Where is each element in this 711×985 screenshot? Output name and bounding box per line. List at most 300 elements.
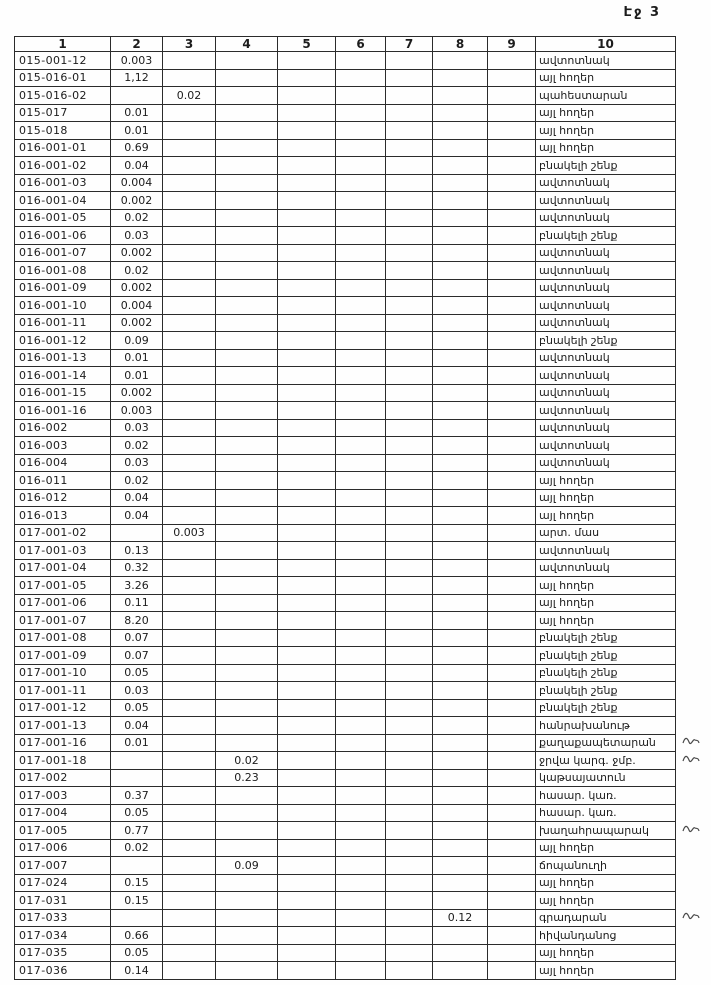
cell-value [433,437,488,455]
cell-land-use: ավտոտնակ [536,454,676,472]
cell-value: 0.03 [111,454,163,472]
cell-value [278,542,336,560]
cell-value [216,612,278,630]
table-row [15,279,708,297]
cell-value [488,542,536,560]
cell-code: 016-001-02 [15,157,111,175]
cell-code: 015-016-01 [15,69,111,87]
table-row [15,507,708,525]
cell-value [433,839,488,857]
cell-value [488,699,536,717]
cell-value [278,874,336,892]
cell-value [216,699,278,717]
margin-note-cell [676,209,708,227]
cell-value: 0.02 [111,437,163,455]
cell-value [278,297,336,315]
table-row [15,629,708,647]
cell-value [336,874,386,892]
cell-value [336,209,386,227]
cell-value [111,87,163,105]
cell-value [216,524,278,542]
cell-value [386,699,433,717]
margin-note-cell [676,279,708,297]
cell-value [336,717,386,735]
cell-value [111,857,163,875]
cell-land-use: բնակելի շենք [536,157,676,175]
cell-value [163,909,216,927]
cell-value [488,909,536,927]
cell-value [336,612,386,630]
cell-value [278,87,336,105]
table-row [15,332,708,350]
table-body [15,52,708,980]
cell-value [216,384,278,402]
cell-value [433,122,488,140]
margin-note-cell [676,139,708,157]
cell-value: 0.02 [111,472,163,490]
cell-value [278,892,336,910]
cell-value [433,262,488,280]
cell-value [488,419,536,437]
cell-value [488,559,536,577]
cell-code: 016-001-05 [15,209,111,227]
cell-value [216,192,278,210]
cell-value [433,752,488,770]
cell-code: 016-003 [15,437,111,455]
cell-code: 016-012 [15,489,111,507]
cell-value [163,332,216,350]
cell-land-use: պահեստարան [536,87,676,105]
cell-code: 016-001-10 [15,297,111,315]
cell-value [433,174,488,192]
cell-land-use: այլ հողեր [536,612,676,630]
cell-value [336,892,386,910]
cell-value [278,629,336,647]
cell-code: 017-003 [15,787,111,805]
cell-value [433,559,488,577]
cell-land-use: հանրախանութ [536,717,676,735]
cell-code: 017-001-11 [15,682,111,700]
cell-value [216,52,278,70]
cell-value: 0.14 [111,962,163,980]
margin-note-cell [676,244,708,262]
cell-value: 0.77 [111,822,163,840]
cell-code: 017-004 [15,804,111,822]
cell-code: 017-001-09 [15,647,111,665]
cell-value [336,419,386,437]
cell-code: 016-001-16 [15,402,111,420]
cell-value [433,139,488,157]
cell-value [163,699,216,717]
cell-value [336,262,386,280]
cell-value [433,664,488,682]
cell-land-use: հասար. կառ. [536,787,676,805]
cell-value [278,122,336,140]
cell-value [386,279,433,297]
cell-value [488,594,536,612]
column-header: 4 [216,37,278,52]
cell-land-use: բնակելի շենք [536,227,676,245]
cell-value [278,769,336,787]
margin-note-cell [676,384,708,402]
cell-value [163,454,216,472]
cell-value [216,244,278,262]
cell-value [433,489,488,507]
margin-note-cell [676,962,708,980]
cell-value [433,87,488,105]
margin-note-cell [676,664,708,682]
column-header: 3 [163,37,216,52]
cell-value [111,909,163,927]
table-row [15,962,708,980]
margin-note-cell [676,927,708,945]
cell-value: 0.02 [111,262,163,280]
table-row [15,857,708,875]
cell-land-use: այլ հողեր [536,962,676,980]
cell-value: 0.05 [111,944,163,962]
cell-value [433,612,488,630]
cell-value [336,909,386,927]
cell-value [216,122,278,140]
cell-value [278,717,336,735]
cell-land-use: խաղահրապարակ [536,822,676,840]
cell-value [386,874,433,892]
cell-land-use: բնակելի շենք [536,664,676,682]
cell-value [163,664,216,682]
cell-value: 0.11 [111,594,163,612]
margin-note-cell [676,734,708,752]
margin-note-cell [676,402,708,420]
cell-value [386,577,433,595]
cell-land-use: ավտոտնակ [536,542,676,560]
cell-value: 0.002 [111,314,163,332]
cell-value [336,454,386,472]
cell-value [216,332,278,350]
cell-code: 017-001-04 [15,559,111,577]
cell-value [433,472,488,490]
cell-value [216,594,278,612]
cell-value [216,647,278,665]
cell-land-use: ավտոտնակ [536,262,676,280]
cell-value [278,699,336,717]
cell-value [386,157,433,175]
margin-note-cell [676,787,708,805]
cell-value [433,682,488,700]
cell-value [433,647,488,665]
cell-value [386,454,433,472]
cell-value [386,769,433,787]
margin-note-cell [676,104,708,122]
cell-value [433,349,488,367]
cell-value [163,279,216,297]
cell-land-use: այլ հողեր [536,839,676,857]
cell-value [488,822,536,840]
cell-value [433,104,488,122]
cell-land-use: այլ հողեր [536,122,676,140]
cell-value [386,227,433,245]
cell-value [163,822,216,840]
cell-value: 0.07 [111,629,163,647]
cell-value [278,332,336,350]
cell-value [163,839,216,857]
cell-value [336,752,386,770]
table-row [15,104,708,122]
cell-value [433,804,488,822]
cell-value [488,437,536,455]
table-row [15,489,708,507]
cell-value [336,244,386,262]
margin-note-cell [676,629,708,647]
cell-code: 016-002 [15,419,111,437]
margin-note-cell [676,262,708,280]
cell-value: 0.09 [111,332,163,350]
cell-value [488,227,536,245]
cell-value [216,787,278,805]
margin-note-cell [676,314,708,332]
cell-value [433,944,488,962]
cell-value: 1,12 [111,69,163,87]
cell-value [386,489,433,507]
cell-value [163,384,216,402]
cell-value [216,664,278,682]
cell-value [278,349,336,367]
cell-code: 017-035 [15,944,111,962]
cell-value [278,209,336,227]
cell-value [163,629,216,647]
cell-value [278,104,336,122]
cell-value: 0.03 [111,419,163,437]
cell-value: 0.09 [216,857,278,875]
table-row [15,734,708,752]
cell-value [336,664,386,682]
cell-land-use: հասար. կառ. [536,804,676,822]
cell-value [278,682,336,700]
cell-value [336,577,386,595]
cell-value: 0.002 [111,192,163,210]
cell-value [163,69,216,87]
cell-value [433,542,488,560]
cell-value [336,647,386,665]
column-header: 2 [111,37,163,52]
margin-note-scribble [682,910,700,922]
cell-land-use: ավտոտնակ [536,52,676,70]
cell-value [278,944,336,962]
cell-code: 016-001-01 [15,139,111,157]
cell-value: 0.01 [111,349,163,367]
cell-value [386,804,433,822]
cell-value [488,472,536,490]
cell-value [278,52,336,70]
table-row [15,437,708,455]
margin-note-cell [676,349,708,367]
cell-value [488,349,536,367]
cell-value [386,419,433,437]
cell-land-use: ավտոտնակ [536,192,676,210]
cell-value [163,594,216,612]
cell-value: 0.13 [111,542,163,560]
cell-value [336,559,386,577]
cell-land-use: այլ հողեր [536,69,676,87]
cell-value [433,297,488,315]
cell-value [433,962,488,980]
cell-value [163,682,216,700]
cell-code: 017-031 [15,892,111,910]
table-row [15,822,708,840]
cell-value [488,752,536,770]
cell-code: 016-001-09 [15,279,111,297]
cell-value [336,297,386,315]
margin-note-cell [676,769,708,787]
cell-value [488,734,536,752]
cell-value: 0.04 [111,489,163,507]
cell-value [488,769,536,787]
cell-code: 017-002 [15,769,111,787]
cell-value: 0.15 [111,874,163,892]
table-row [15,402,708,420]
cell-value [488,157,536,175]
margin-note-cell [676,174,708,192]
cell-land-use: ավտոտնակ [536,297,676,315]
cell-value [216,927,278,945]
margin-note-cell [676,419,708,437]
table-row [15,244,708,262]
cell-value [433,734,488,752]
cell-value [386,822,433,840]
cell-value [278,69,336,87]
cell-value [163,367,216,385]
cell-value [336,489,386,507]
cell-value [278,367,336,385]
cell-value [433,874,488,892]
cell-value [216,804,278,822]
cell-value [386,104,433,122]
cell-value [216,734,278,752]
table-row [15,769,708,787]
cell-value: 0.003 [163,524,216,542]
margin-note-cell [676,839,708,857]
table-row [15,174,708,192]
cell-value [336,279,386,297]
cell-value [111,752,163,770]
cell-value [163,314,216,332]
table-row [15,192,708,210]
table-row [15,542,708,560]
cell-value: 0.002 [111,279,163,297]
cell-value [216,69,278,87]
cell-value [433,594,488,612]
table-row [15,87,708,105]
column-header: 1 [15,37,111,52]
cell-land-use: ավտոտնակ [536,367,676,385]
cell-value [336,349,386,367]
cell-value [386,139,433,157]
cell-value [386,384,433,402]
cell-value [433,227,488,245]
cell-value [163,752,216,770]
cell-code: 017-005 [15,822,111,840]
margin-note-cell [676,612,708,630]
cell-value [336,122,386,140]
cell-code: 017-024 [15,874,111,892]
cell-value: 0.37 [111,787,163,805]
cell-value [278,664,336,682]
cell-value [278,577,336,595]
cell-value [433,419,488,437]
table-row [15,227,708,245]
cell-value [488,174,536,192]
cell-code: 015-016-02 [15,87,111,105]
cell-value [216,822,278,840]
cell-land-use: կաթսայատուն [536,769,676,787]
cell-value [216,874,278,892]
cell-value [216,104,278,122]
cell-land-use: բնակելի շենք [536,682,676,700]
cell-value [278,472,336,490]
cell-value [386,472,433,490]
cell-value [386,647,433,665]
cell-value [163,559,216,577]
cell-land-use: ավտոտնակ [536,279,676,297]
cell-value: 0.66 [111,927,163,945]
table-row [15,647,708,665]
cell-value [163,139,216,157]
cell-value [336,542,386,560]
cell-value [386,507,433,525]
cell-land-use: ավտոտնակ [536,209,676,227]
table-row [15,157,708,175]
table-row [15,682,708,700]
cell-value [336,314,386,332]
cell-value [386,892,433,910]
cell-value: 8.20 [111,612,163,630]
column-header: 6 [336,37,386,52]
cell-value [336,769,386,787]
cell-value [386,542,433,560]
cell-value [336,787,386,805]
cell-value [488,244,536,262]
cell-value [336,402,386,420]
cell-value [216,279,278,297]
margin-note-cell [676,507,708,525]
margin-note-cell [676,857,708,875]
cell-value: 0.69 [111,139,163,157]
cell-value [336,69,386,87]
cell-code: 016-001-12 [15,332,111,350]
cell-value [386,787,433,805]
cell-value [433,209,488,227]
cell-value [488,104,536,122]
table-row [15,262,708,280]
table-row [15,752,708,770]
cell-value [336,839,386,857]
cell-value [386,297,433,315]
cell-value [433,367,488,385]
table-row [15,699,708,717]
cell-value [278,384,336,402]
cell-value: 0.02 [111,839,163,857]
cell-value [336,682,386,700]
cell-value [386,209,433,227]
cell-land-use: ավտոտնակ [536,349,676,367]
cell-value [386,629,433,647]
cell-value [163,419,216,437]
margin-note-cell [676,682,708,700]
cell-value: 0.23 [216,769,278,787]
cell-value [386,262,433,280]
cell-land-use: ճոպանուղի [536,857,676,875]
cell-value [433,892,488,910]
column-header: 10 [536,37,676,52]
